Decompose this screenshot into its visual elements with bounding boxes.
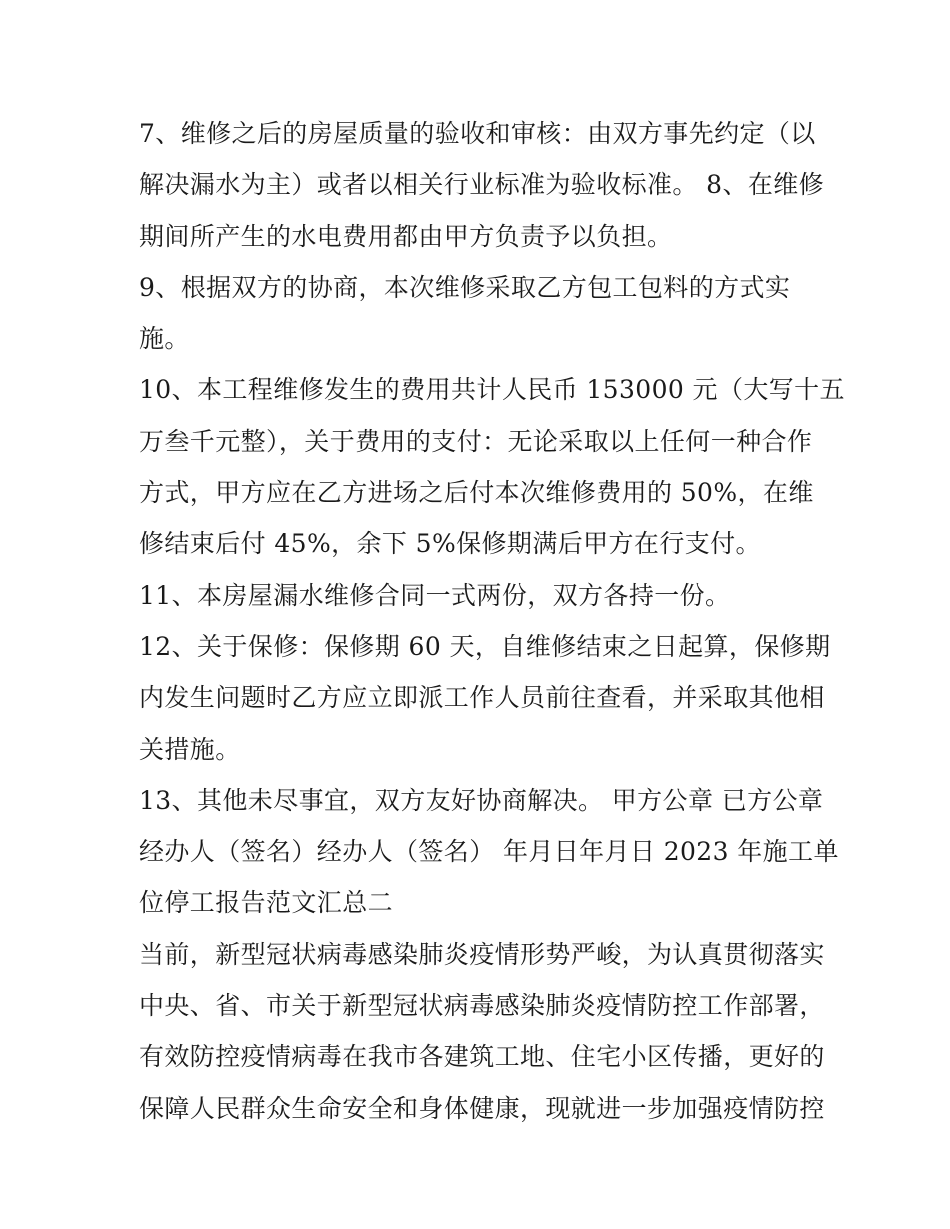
text-line: 9、根据双方的协商，本次维修采取乙方包工包料的方式实 xyxy=(139,272,791,302)
text-line: 有效防控疫情病毒在我市各建筑工地、住宅小区传播，更好的 xyxy=(139,1042,825,1072)
text-line: 13、其他未尽事宜，双方友好协商解决。 甲方公章 已方公章 xyxy=(139,785,824,815)
text-line: 10、本工程维修发生的费用共计人民币 153000 元（大写十五 xyxy=(139,375,845,405)
text-line: 12、关于保修：保修期 60 天，自维修结束之日起算，保修期 xyxy=(139,631,831,661)
document-body xyxy=(139,108,845,1134)
text-line: 万叁千元整），关于费用的支付：无论采取以上任何一种合作 xyxy=(139,426,813,456)
text-line: 11、本房屋漏水维修合同一式两份，双方各持一份。 xyxy=(139,580,731,610)
text-line: 解决漏水为主）或者以相关行业标准为验收标准。 8、在维修 xyxy=(139,170,825,200)
text-line: 期间所产生的水电费用都由甲方负责予以负担。 xyxy=(139,221,673,251)
text-line: 修结束后付 45%，余下 5%保修期满后甲方在行支付。 xyxy=(139,529,761,559)
text-line: 当前，新型冠状病毒感染肺炎疫情形势严峻，为认真贯彻落实 xyxy=(139,939,825,969)
text-line: 经办人（签名）经办人（签名） 年月日年月日 2023 年施工单 xyxy=(139,837,839,867)
text-line: 关措施。 xyxy=(139,734,241,764)
text-line: 7、维修之后的房屋质量的验收和审核：由双方事先约定（以 xyxy=(139,119,816,148)
text-line: 内发生问题时乙方应立即派工作人员前往查看，并采取其他相 xyxy=(139,683,825,713)
text-line: 保障人民群众生命安全和身体健康，现就进一步加强疫情防控 xyxy=(139,1093,825,1123)
text-line: 施。 xyxy=(139,324,190,354)
text-line: 中央、省、市关于新型冠状病毒感染肺炎疫情防控工作部署， xyxy=(139,991,825,1021)
text-line: 位停工报告范文汇总二 xyxy=(139,888,394,918)
text-line: 方式，甲方应在乙方进场之后付本次维修费用的 50%，在维 xyxy=(139,478,814,508)
